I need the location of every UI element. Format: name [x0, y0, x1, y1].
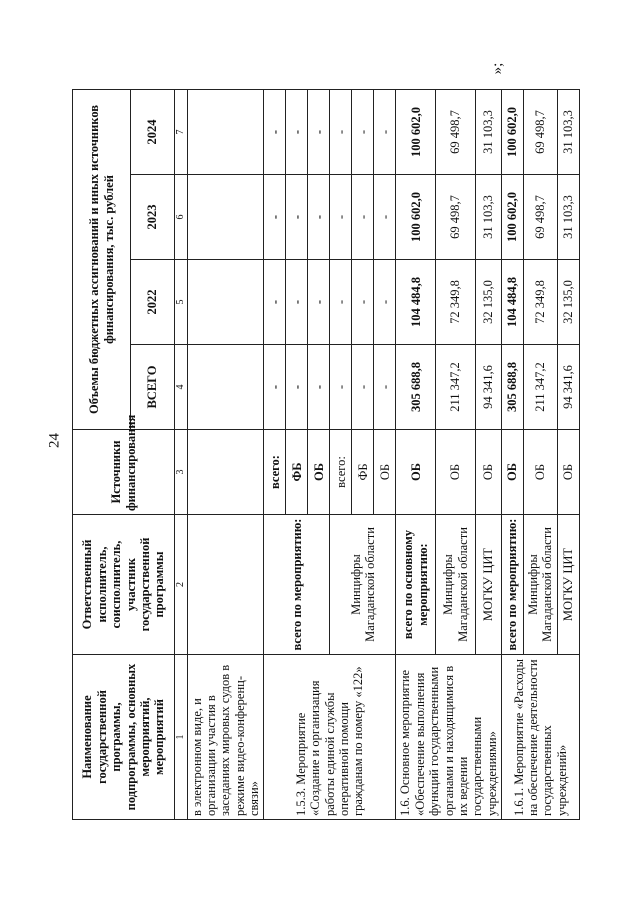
amount-cell: 104 484,8: [396, 260, 436, 345]
executor: [187, 515, 264, 655]
page-number: 24: [46, 433, 63, 448]
funding-source: ОБ: [524, 430, 558, 515]
amount-cell: 31 103,3: [557, 175, 579, 260]
amount-cell: -: [352, 90, 374, 175]
column-number: 2: [175, 515, 188, 655]
header-source: Источники финансирования: [73, 430, 175, 515]
activity-name: 1.6.1. Мероприятие «Расходы на обеспечение деятельности государственных учреждений»: [502, 655, 580, 820]
table-row: [187, 90, 264, 820]
amount-cell: -: [330, 345, 352, 430]
funding-source: ФБ: [286, 430, 308, 515]
funding-source: ОБ: [502, 430, 524, 515]
amount-cell: -: [286, 90, 308, 175]
funding-source: ОБ: [436, 430, 476, 515]
funding-source: ОБ: [308, 430, 330, 515]
amount-cell: 69 498,7: [436, 175, 476, 260]
amount-cell: -: [330, 260, 352, 345]
amount-cell: 72 349,8: [524, 260, 558, 345]
amount-cell: -: [352, 260, 374, 345]
funding-source: ОБ: [476, 430, 502, 515]
column-number: 6: [175, 175, 188, 260]
amount-cell: 69 498,7: [524, 175, 558, 260]
column-number: 3: [175, 430, 188, 515]
amount-cell: [187, 260, 264, 345]
amount-cell: -: [286, 175, 308, 260]
amount-cell: -: [308, 260, 330, 345]
header-volumes: Объемы бюджетных ассигнований и иных источников финансирования, тыс. рублей: [73, 90, 131, 430]
amount-cell: -: [264, 175, 286, 260]
amount-cell: -: [352, 175, 374, 260]
amount-cell: 211 347,2: [436, 345, 476, 430]
header-total: ВСЕГО: [131, 345, 175, 430]
funding-source: ОБ: [396, 430, 436, 515]
amount-cell: -: [264, 345, 286, 430]
header-2022: 2022: [131, 260, 175, 345]
funding-source: всего:: [330, 430, 352, 515]
amount-cell: -: [308, 90, 330, 175]
amount-cell: 94 341,6: [476, 345, 502, 430]
executor: всего по мероприятию:: [502, 515, 524, 655]
amount-cell: 32 135,0: [476, 260, 502, 345]
amount-cell: 94 341,6: [557, 345, 579, 430]
table-row: [396, 90, 436, 820]
amount-cell: -: [264, 260, 286, 345]
column-number: 5: [175, 260, 188, 345]
amount-cell: -: [374, 90, 396, 175]
header-2024: 2024: [131, 90, 175, 175]
amount-cell: 32 135,0: [557, 260, 579, 345]
header-2023: 2023: [131, 175, 175, 260]
table-row: [502, 90, 524, 820]
amount-cell: 100 602,0: [502, 175, 524, 260]
executor: Минцифры Магаданской области: [330, 515, 396, 655]
executor: всего по основному мероприятию:: [396, 515, 436, 655]
amount-cell: 31 103,3: [557, 90, 579, 175]
amount-cell: [187, 175, 264, 260]
amount-cell: -: [286, 260, 308, 345]
amount-cell: [187, 345, 264, 430]
activity-name: 1.5.3. Мероприятие «Создание и организация работы единой службы оперативной помощи гражданам по номеру «122»: [264, 655, 396, 820]
amount-cell: -: [374, 175, 396, 260]
amount-cell: -: [286, 345, 308, 430]
executor: Минцифры Магаданской области: [436, 515, 476, 655]
amount-cell: [187, 90, 264, 175]
funding-source: ОБ: [374, 430, 396, 515]
amount-cell: -: [330, 90, 352, 175]
activity-name: 1.6. Основное мероприятие «Обеспечение выполнения функций государственными органами и находящимися в их ведении государственными учреждениями»: [396, 655, 502, 820]
amount-cell: 305 688,8: [396, 345, 436, 430]
executor: Минцифры Магаданской области: [524, 515, 558, 655]
amount-cell: 211 347,2: [524, 345, 558, 430]
header-name: Наименование государственной программы, подпрограммы, основных мероприятий, мероприятий: [73, 655, 175, 820]
amount-cell: 72 349,8: [436, 260, 476, 345]
column-number: 4: [175, 345, 188, 430]
executor: МОГКУ ЦИТ: [557, 515, 579, 655]
amount-cell: -: [352, 345, 374, 430]
amount-cell: 100 602,0: [396, 175, 436, 260]
amount-cell: -: [264, 90, 286, 175]
amount-cell: -: [330, 175, 352, 260]
amount-cell: -: [374, 260, 396, 345]
executor: МОГКУ ЦИТ: [476, 515, 502, 655]
amount-cell: 69 498,7: [436, 90, 476, 175]
column-number: 7: [175, 90, 188, 175]
funding-source: ФБ: [352, 430, 374, 515]
amount-cell: 31 103,3: [476, 175, 502, 260]
activity-name: в электронном виде, и организации участия в заседаниях мировых судов в режиме видео-конференц-связи»: [187, 655, 264, 820]
funding-source: [187, 430, 264, 515]
funding-source: ОБ: [557, 430, 579, 515]
column-number: 1: [175, 655, 188, 820]
amount-cell: -: [308, 345, 330, 430]
amount-cell: -: [374, 345, 396, 430]
amount-cell: 305 688,8: [502, 345, 524, 430]
amount-cell: 100 602,0: [396, 90, 436, 175]
funding-source: всего:: [264, 430, 286, 515]
budget-table-container: [72, 90, 576, 820]
header-executor: Ответственный исполнитель, соисполнитель, участник государственной программы: [73, 515, 175, 655]
amount-cell: 69 498,7: [524, 90, 558, 175]
amount-cell: 100 602,0: [502, 90, 524, 175]
table-row: [264, 90, 286, 820]
closing-mark: »;: [489, 62, 506, 75]
amount-cell: 104 484,8: [502, 260, 524, 345]
amount-cell: -: [308, 175, 330, 260]
budget-table: [72, 89, 580, 820]
amount-cell: 31 103,3: [476, 90, 502, 175]
executor: всего по мероприятию:: [264, 515, 330, 655]
